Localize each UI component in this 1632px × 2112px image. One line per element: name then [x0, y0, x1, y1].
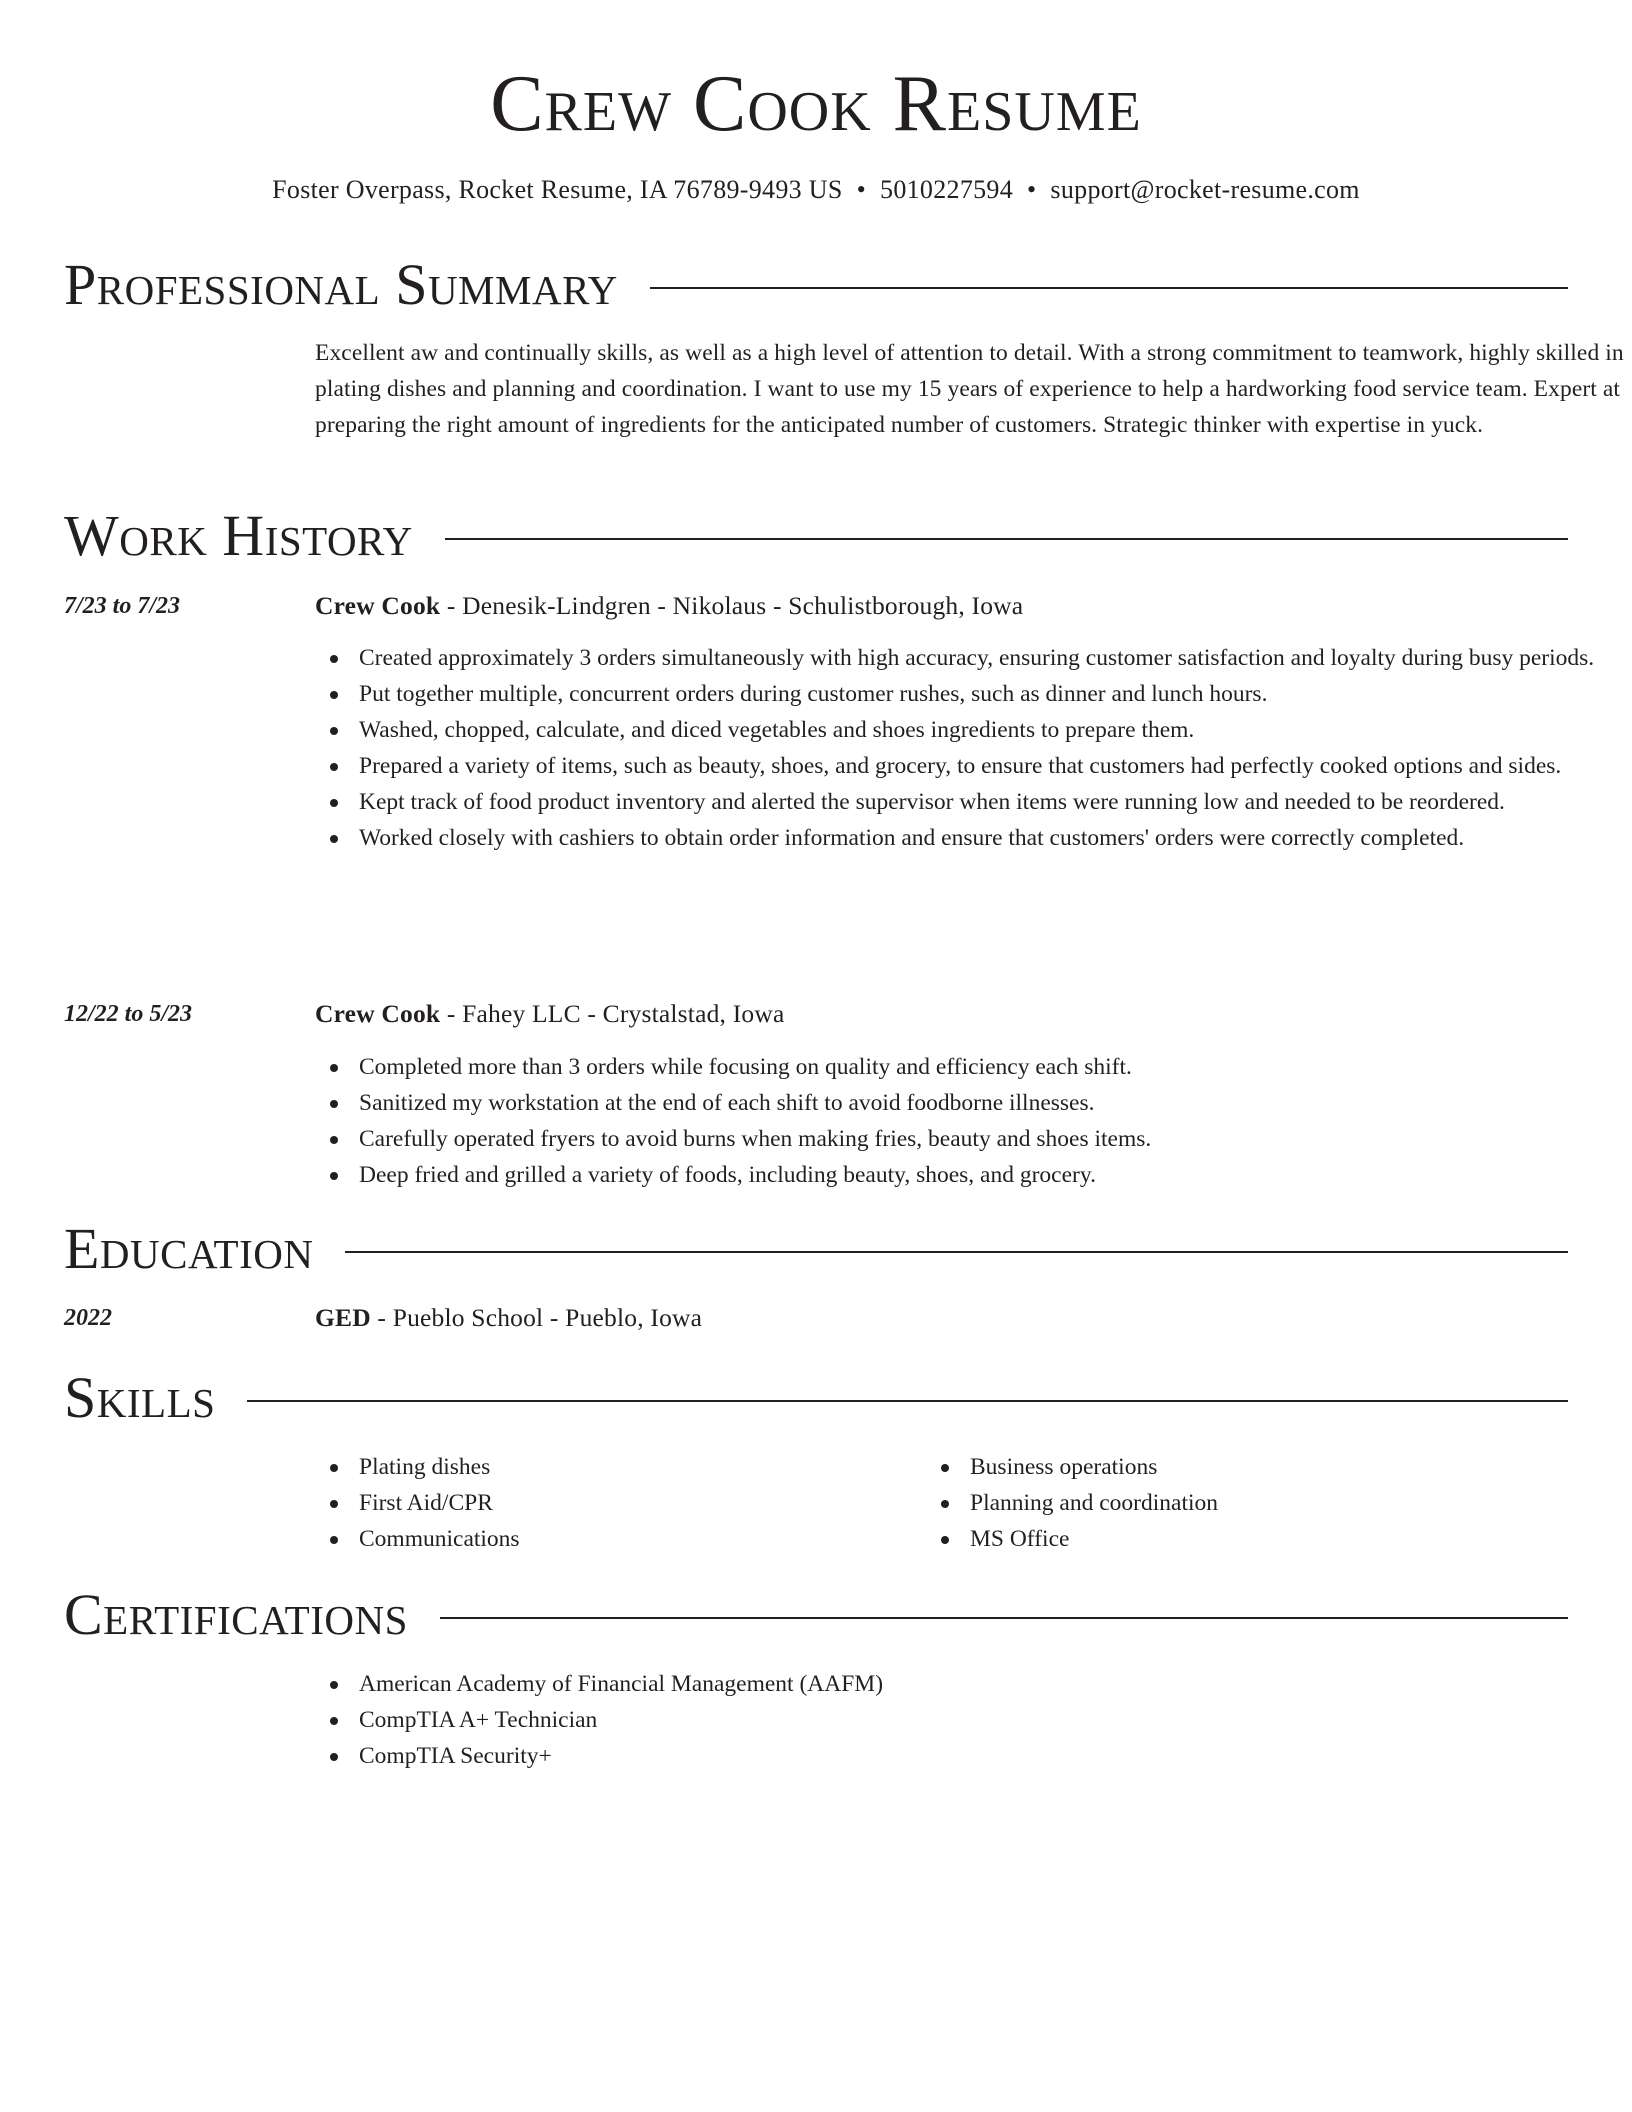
section-divider [445, 538, 1568, 540]
section-heading-certifications [64, 1583, 1568, 1647]
certifications-list [315, 1666, 1632, 1774]
job-duties-list [315, 1049, 1632, 1193]
job-dates: 12/22 to 5/23 [64, 1001, 193, 1027]
resume-title: Crew Cook Resume [490, 60, 1142, 148]
job-dates: 7/23 to 7/23 [64, 593, 181, 619]
list-item: Communications [359, 1521, 1632, 1557]
list-item: CompTIA Security+ [359, 1738, 1632, 1774]
list-item: CompTIA A+ Technician [359, 1702, 1632, 1738]
section-title: Education [64, 1216, 314, 1281]
job-title: Crew Cook [315, 999, 441, 1028]
section-heading-skills [64, 1366, 1568, 1430]
section-title: Work History [64, 503, 413, 568]
education-heading [315, 1300, 702, 1336]
section-divider [440, 1617, 1568, 1619]
contact-email[interactable]: support@rocket-resume.com [1050, 175, 1360, 204]
education-school: - Pueblo School - Pueblo, Iowa [370, 1303, 703, 1332]
resume-page [64, 0, 1624, 1769]
job-duties-list [315, 640, 1632, 856]
section-title: Skills [64, 1365, 216, 1430]
section-heading-work-history [64, 504, 1568, 568]
list-item: Sanitized my workstation at the end of each shift to avoid foodborne illnesses. [359, 1085, 1632, 1121]
section-divider [247, 1400, 1568, 1402]
section-divider [345, 1251, 1568, 1253]
job-employer: - Denesik-Lindgren - Nikolaus - Schulistborough, Iowa [440, 591, 1024, 620]
section-title: Professional Summary [64, 252, 618, 317]
contact-address: Foster Overpass, Rocket Resume, IA 76789-9493 US [272, 175, 843, 204]
contact-line [64, 172, 1568, 208]
list-item: Plating dishes [359, 1449, 1632, 1485]
list-item: First Aid/CPR [359, 1485, 1632, 1521]
list-item: Business operations [970, 1449, 1632, 1485]
job-heading [315, 588, 1023, 624]
skills-list-right [926, 1449, 1632, 1557]
list-item: Worked closely with cashiers to obtain order information and ensure that customers' orders were correctly completed. [359, 820, 1632, 856]
list-item: Put together multiple, concurrent orders during customer rushes, such as dinner and lunch hours. [359, 676, 1632, 712]
education-degree: GED [315, 1303, 371, 1332]
education-year: 2022 [64, 1305, 112, 1331]
list-item: Completed more than 3 orders while focusing on quality and efficiency each shift. [359, 1049, 1632, 1085]
list-item: Kept track of food product inventory and alerted the supervisor when items were running low and needed to be reordered. [359, 784, 1632, 820]
list-item: Washed, chopped, calculate, and diced vegetables and shoes ingredients to prepare them. [359, 712, 1632, 748]
section-heading-summary [64, 253, 1568, 317]
list-item: Carefully operated fryers to avoid burns when making fries, beauty and shoes items. [359, 1121, 1632, 1157]
section-divider [650, 287, 1568, 289]
job-heading [315, 996, 784, 1032]
list-item: American Academy of Financial Management (AAFM) [359, 1666, 1632, 1702]
list-item: Created approximately 3 orders simultaneously with high accuracy, ensuring customer satisfaction and loyalty during busy periods. [359, 640, 1632, 676]
job-title: Crew Cook [315, 591, 441, 620]
summary-text: Excellent aw and continually skills, as well as a high level of attention to detail. With a strong commitment to teamwork, highly skilled in plating dishes and planning and coordination. I want to use my 15 years of experience to help a hardworking food service team. Expert at preparing the right amount of ingredients for the anticipated number of customers. Strategic thinker with expertise in yuck. [315, 340, 1624, 438]
contact-phone: 5010227594 [880, 175, 1014, 204]
job-employer: - Fahey LLC - Crystalstad, Iowa [440, 999, 785, 1028]
contact-separator: • [856, 175, 867, 204]
list-item: Deep fried and grilled a variety of foods, including beauty, shoes, and grocery. [359, 1157, 1632, 1193]
section-heading-education [64, 1217, 1568, 1281]
section-title: Certifications [64, 1582, 408, 1647]
contact-separator: • [1027, 175, 1037, 204]
list-item: Planning and coordination [970, 1485, 1632, 1521]
list-item: Prepared a variety of items, such as beauty, shoes, and grocery, to ensure that customers had perfectly cooked options and sides. [359, 748, 1632, 784]
list-item: MS Office [970, 1521, 1632, 1557]
